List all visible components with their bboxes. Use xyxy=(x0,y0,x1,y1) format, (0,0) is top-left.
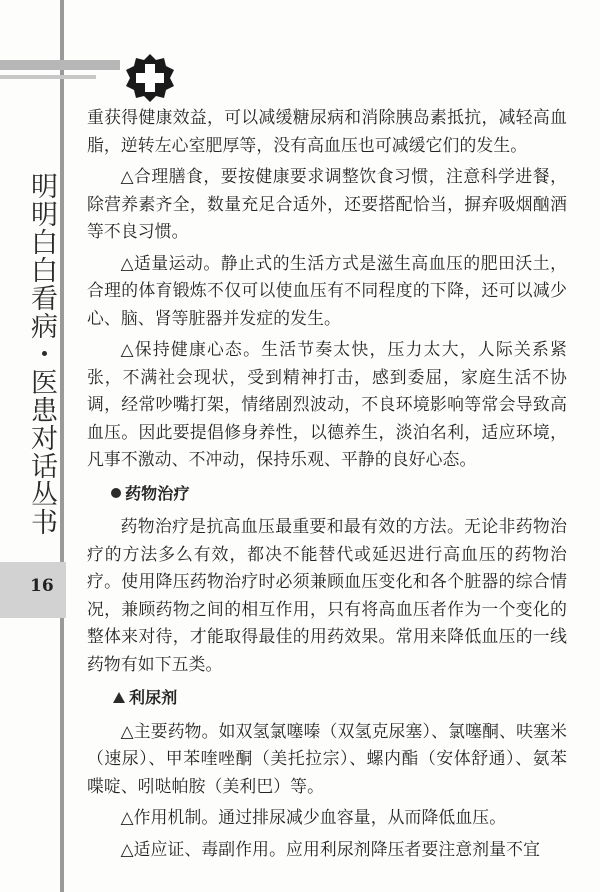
margin-vertical-rule xyxy=(60,0,64,892)
triangle-bullet-icon xyxy=(113,692,125,703)
main-text xyxy=(87,104,567,867)
paragraph: △作用机制。通过排尿减少血容量，从而降低血压。 xyxy=(120,807,507,827)
series-title: 明明白白看病・医患对话丛书 xyxy=(26,172,57,536)
paragraph: △主要药物。如双氢氯噻嗪（双氢克尿塞）、氯噻酮、呋塞米（速尿）、甲苯喹唑酮（美托拉宗）、螺内酯（安体舒通）、氨苯喋啶、吲哒帕胺（美利巴）等。 xyxy=(87,720,567,796)
cross-emblem-icon xyxy=(124,52,176,104)
margin-horizontal-rule-thin xyxy=(0,75,96,79)
subsection-heading xyxy=(87,684,567,712)
margin-horizontal-rule xyxy=(0,60,120,70)
section-heading xyxy=(87,480,567,508)
paragraph: 重获得健康效益，可以减缓糖尿病和消除胰岛素抵抗，减轻高血脂，逆转左心室肥厚等，没有高血压也可减缓它们的发生。 xyxy=(87,107,567,155)
paragraph: △保持健康心态。生活节奏太快，压力太大，人际关系紧张，不满社会现状，受到精神打击，感到委屈，家庭生活不协调，经常吵嘴打架，情绪剧烈波动，不良环境影响等常会导致高血压。因此要提倡修身养性，以德养生，淡泊名利，适应环境，凡事不激动、不冲动，保持乐观、平静的良好心态。 xyxy=(87,339,567,469)
bullet-dot-icon xyxy=(111,488,121,498)
paragraph: △适应证、毒副作用。应用利尿剂降压者要注意剂量不宜 xyxy=(120,838,541,859)
section-heading-text: 药物治疗 xyxy=(125,483,190,503)
page-number: 16 xyxy=(30,576,54,596)
subsection-heading-text: 利尿剂 xyxy=(129,688,178,707)
paragraph: △合理膳食，要按健康要求调整饮食习惯，注意科学进餐，除营养素齐全，数量充足合适外，还要搭配恰当，摒弃吸烟酗酒等不良习惯。 xyxy=(87,166,567,241)
paragraph: △适量运动。静止式的生活方式是滋生高血压的肥田沃土，合理的体育锻炼不仅可以使血压有不同程度的下降，还可以减少心、脑、肾等脏器并发症的发生。 xyxy=(87,252,567,328)
paragraph: 药物治疗是抗高血压最重要和最有效的方法。无论非药物治疗的方法多么有效，都决不能替代或延迟进行高血压的药物治疗。使用降压药物治疗时必须兼顾血压变化和各个脏器的综合情况，兼顾药物之间的相互作用，只有将高血压者作为一个变化的整体来对待，才能取得最佳的用药效果。常用来降低血压的一线药物有如下五类。 xyxy=(87,516,567,674)
